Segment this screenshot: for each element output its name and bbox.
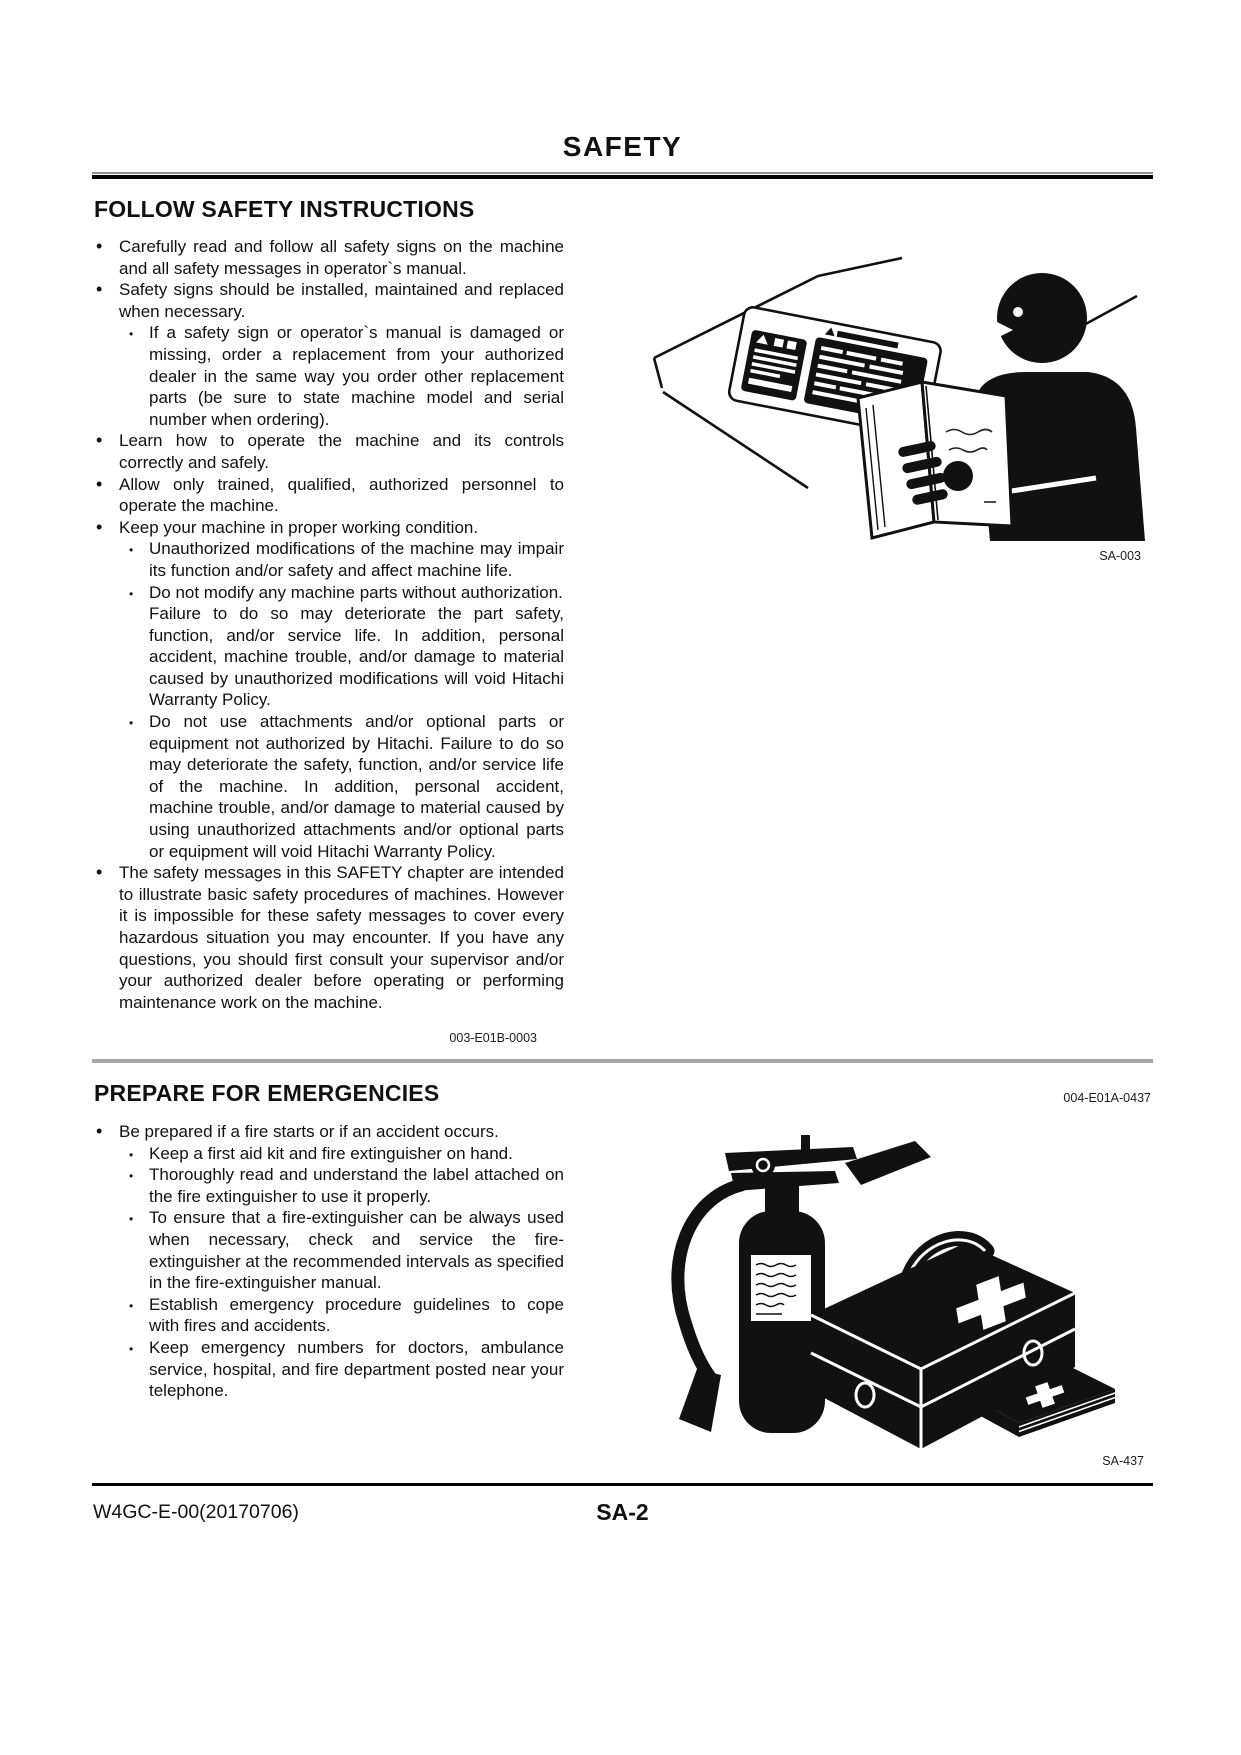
- list-item: • To ensure that a fire-extinguisher can be always used when necessary, check and service the fire-extinguisher at the recommended intervals as specified in the fire-extinguisher manual.: [92, 1207, 564, 1293]
- list-item: • Do not use attachments and/or optional parts or equipment not authorized by Hitachi. Failure to do so may deteriorate the safety, function, and/or service life of the machine. In addition, personal accident, machine trouble, and/or damage to material caused by using unauthorized attachments and/or optional parts or equipment will void Hitachi Warranty Policy.: [92, 711, 564, 862]
- title-divider-thin-line: [92, 172, 1153, 174]
- list-item: • Carefully read and follow all safety signs on the machine and all safety messages in operator`s manual.: [92, 236, 564, 279]
- list-item: • The safety messages in this SAFETY chapter are intended to illustrate basic safety procedures of machines. However it is impossible for these safety messages to cover every hazardous situation you may encounter. If you have any questions, you should first consult your supervisor and/or your authorized dealer before operating or performing maintenance work on the machine.: [92, 862, 564, 1013]
- footer-page-number: SA-2: [596, 1498, 649, 1525]
- list-item: • If a safety sign or operator`s manual is damaged or missing, order a replacement from your authorized dealer in the same way you order other replacement parts (be sure to state machine model and serial number when ordering).: [92, 322, 564, 430]
- figure-sa003-operator-reading-manual: [640, 236, 1145, 541]
- eye-dot: [1013, 307, 1023, 317]
- page-content: [92, 0, 1153, 1531]
- list-item: • Unauthorized modifications of the machine may impair its function and/or safety and affect machine life.: [92, 538, 564, 581]
- list-item: • Thoroughly read and understand the label attached on the fire extinguisher to use it properly.: [92, 1164, 564, 1207]
- list-item: • Learn how to operate the machine and its controls correctly and safely.: [92, 430, 564, 473]
- section2-figure-column: [564, 1121, 1158, 1468]
- section2-body: [92, 1121, 1153, 1468]
- list-item: • Do not modify any machine parts without authorization.: [92, 582, 564, 604]
- section2-heading-row: [92, 1063, 1153, 1107]
- list-item: • Keep a first aid kit and fire extinguisher on hand.: [92, 1143, 564, 1165]
- figure-label-sa437: SA-437: [1102, 1453, 1144, 1468]
- list-item: • Safety signs should be installed, maintained and replaced when necessary.: [92, 279, 564, 322]
- list-item: • Allow only trained, qualified, authorized personnel to operate the machine.: [92, 474, 564, 517]
- footer-doc-code: W4GC-E-00(20170706): [93, 1500, 299, 1523]
- page-title: SAFETY: [562, 131, 683, 162]
- list-item: • Be prepared if a fire starts or if an accident occurs.: [92, 1121, 564, 1143]
- section1-ref-code: 003-E01B-0003: [449, 1031, 537, 1046]
- list-item: • Keep emergency numbers for doctors, ambulance service, hospital, and fire department posted near your telephone.: [92, 1337, 564, 1402]
- figure-label-sa003: SA-003: [1099, 549, 1141, 563]
- warning-label-left: [741, 329, 808, 401]
- section1-text-column: [92, 236, 564, 1050]
- section2-ref-code: 004-E01A-0437: [1063, 1090, 1151, 1105]
- section1-body: [92, 236, 1153, 1050]
- title-divider: [92, 172, 1153, 179]
- section2-text-column: [92, 1121, 564, 1402]
- section1-figure-column: [564, 236, 1153, 563]
- title-divider-thick-line: [92, 175, 1153, 179]
- list-item: • Establish emergency procedure guidelines to cope with fires and accidents.: [92, 1294, 564, 1337]
- figure-sa437-fire-extinguisher-first-aid: [613, 1127, 1158, 1452]
- list-item: • Keep your machine in proper working condition.: [92, 517, 564, 539]
- list-item: Failure to do so may deteriorate the part safety, function, and/or service life. In addition, personal accident, machine trouble, and/or damage to material caused by unauthorized modifications will void Hitachi Warranty Policy.: [149, 604, 564, 710]
- operators-manual-book: [858, 382, 1012, 538]
- footer: [92, 1499, 1153, 1531]
- section-heading-prepare-emergencies: PREPARE FOR EMERGENCIES: [94, 1079, 440, 1106]
- footer-divider: [92, 1483, 1153, 1486]
- section-heading-follow-safety: FOLLOW SAFETY INSTRUCTIONS: [94, 196, 475, 222]
